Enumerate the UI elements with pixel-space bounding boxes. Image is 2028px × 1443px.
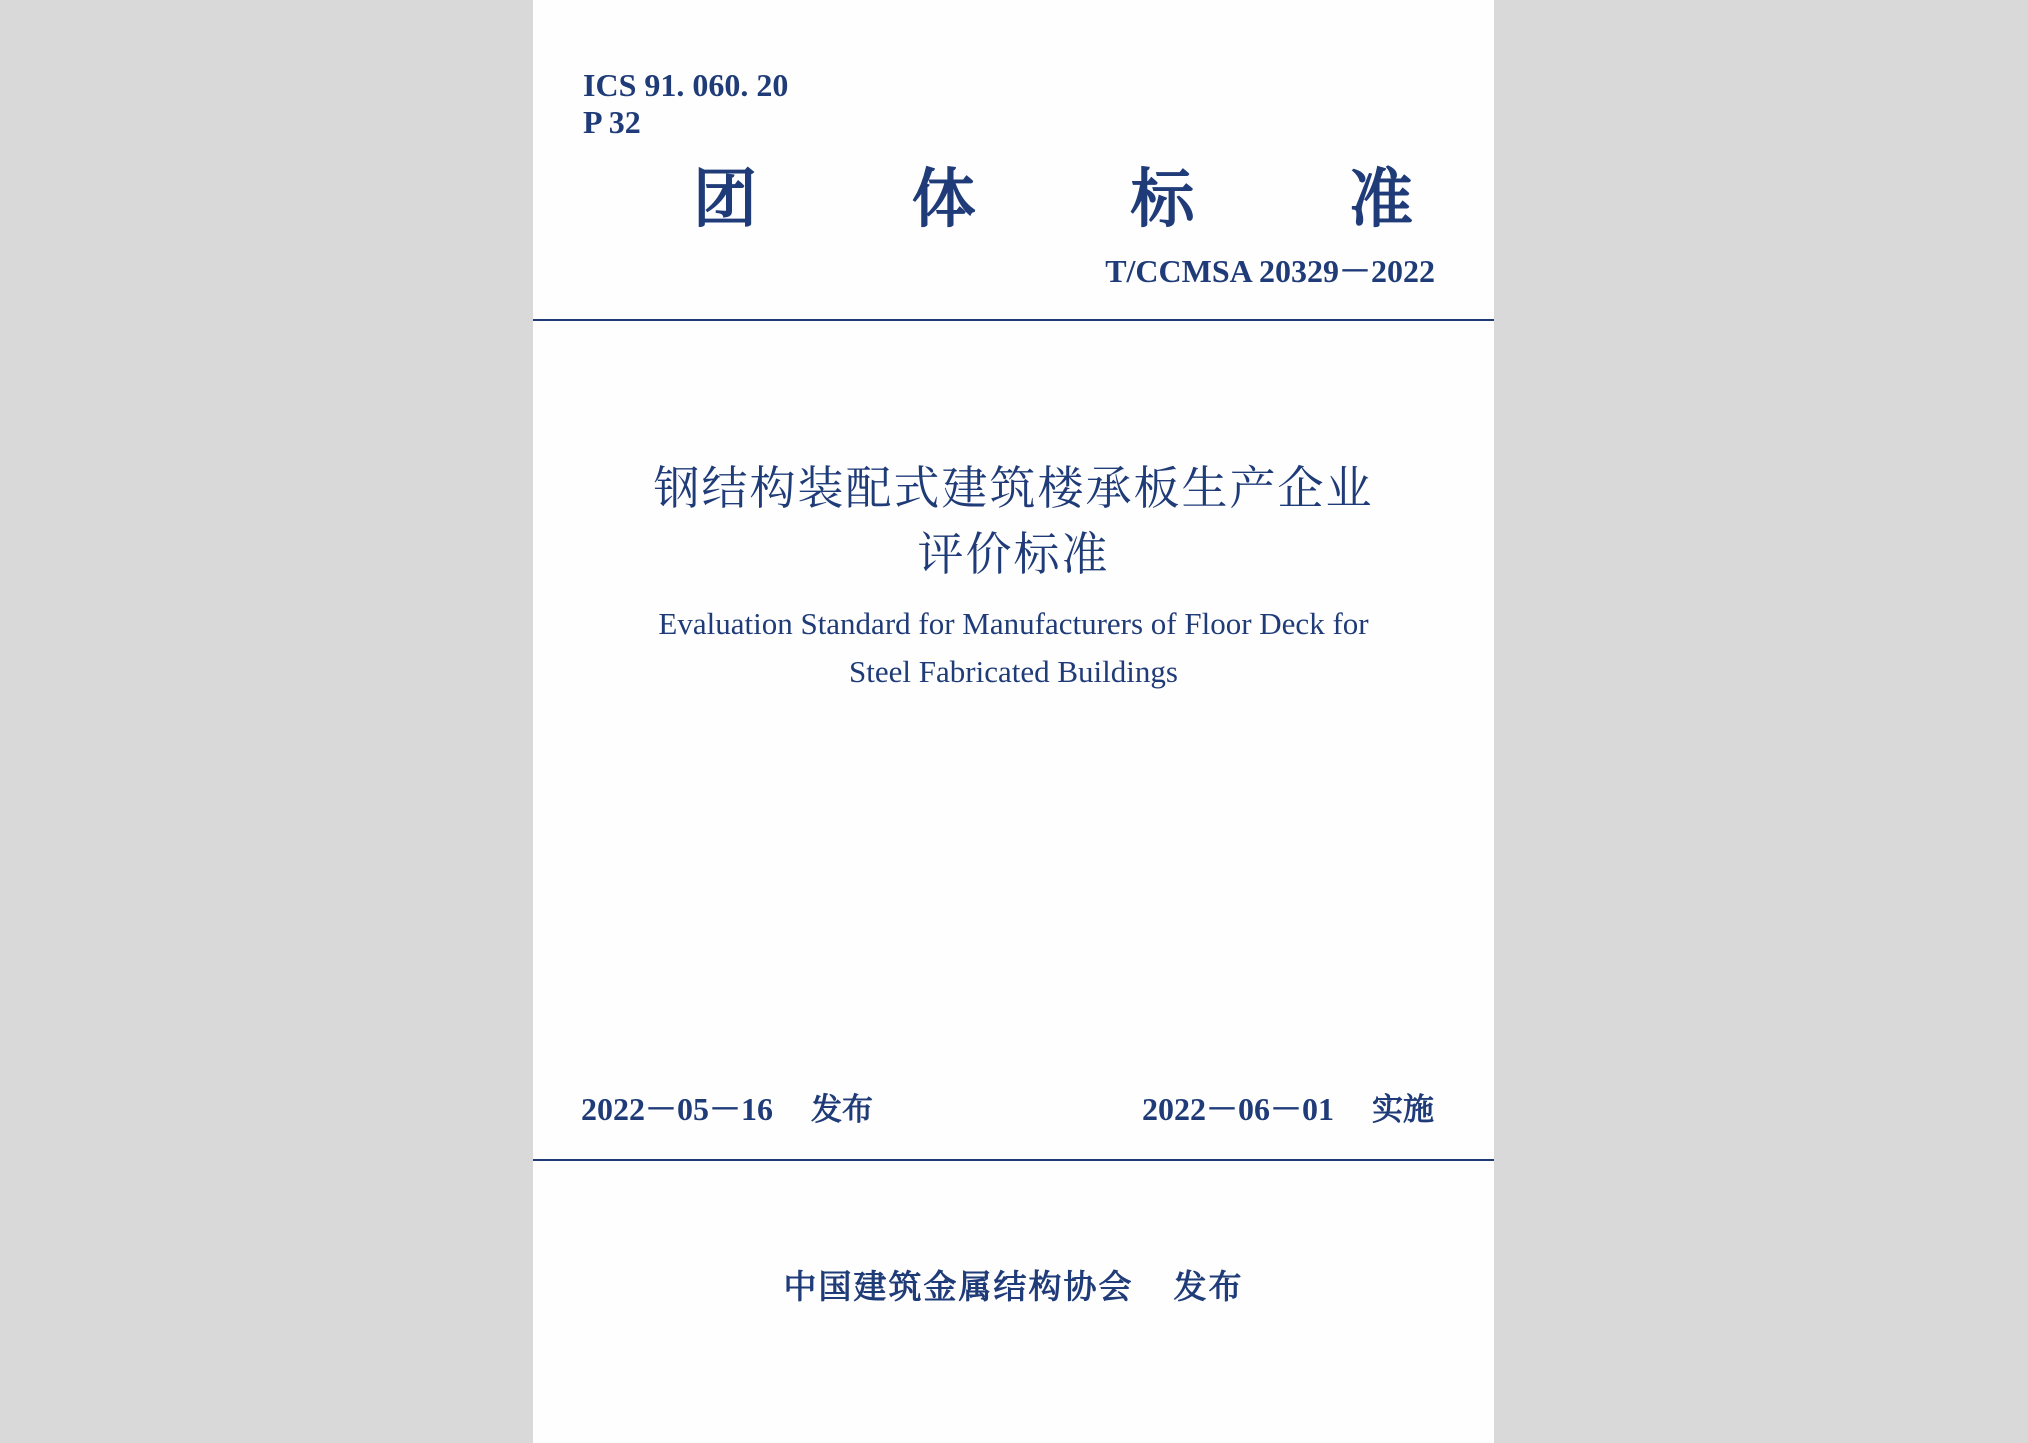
implement-date: 2022－06－01 xyxy=(1141,1091,1334,1127)
implement-date-block xyxy=(1142,1088,1434,1131)
top-divider xyxy=(533,319,1494,321)
title-chinese xyxy=(533,455,1494,587)
publisher-block xyxy=(533,1262,1494,1312)
standard-cover-page xyxy=(533,0,1494,1443)
implement-label: 实施 xyxy=(1372,1092,1434,1128)
standard-type-char: 体 xyxy=(911,163,976,237)
title-chinese-line: 评价标准 xyxy=(917,527,1110,581)
standard-number: T/CCMSA 20329－2022 xyxy=(1105,253,1435,289)
standard-type-heading xyxy=(693,160,1413,240)
title-english xyxy=(533,600,1494,696)
publisher-label: 发布 xyxy=(1173,1267,1244,1306)
publisher-name: 中国建筑金属结构协会 xyxy=(783,1267,1134,1306)
issue-label: 发布 xyxy=(811,1092,874,1128)
title-chinese-line: 钢结构装配式建筑楼承板生产企业 xyxy=(653,461,1374,515)
standard-type-char: 准 xyxy=(1348,163,1413,237)
classification-code: P 32 xyxy=(583,104,641,140)
issue-date-block xyxy=(581,1088,873,1131)
ics-code: ICS 91. 060. 20 xyxy=(583,67,789,103)
standard-type-char: 团 xyxy=(693,163,757,237)
issue-date: 2022－05－16 xyxy=(581,1091,774,1127)
bottom-divider xyxy=(533,1159,1494,1161)
title-english-line: Steel Fabricated Buildings xyxy=(849,654,1178,689)
title-english-line: Evaluation Standard for Manufacturers of Floor Deck for xyxy=(658,606,1369,641)
standard-type-char: 标 xyxy=(1130,163,1195,237)
